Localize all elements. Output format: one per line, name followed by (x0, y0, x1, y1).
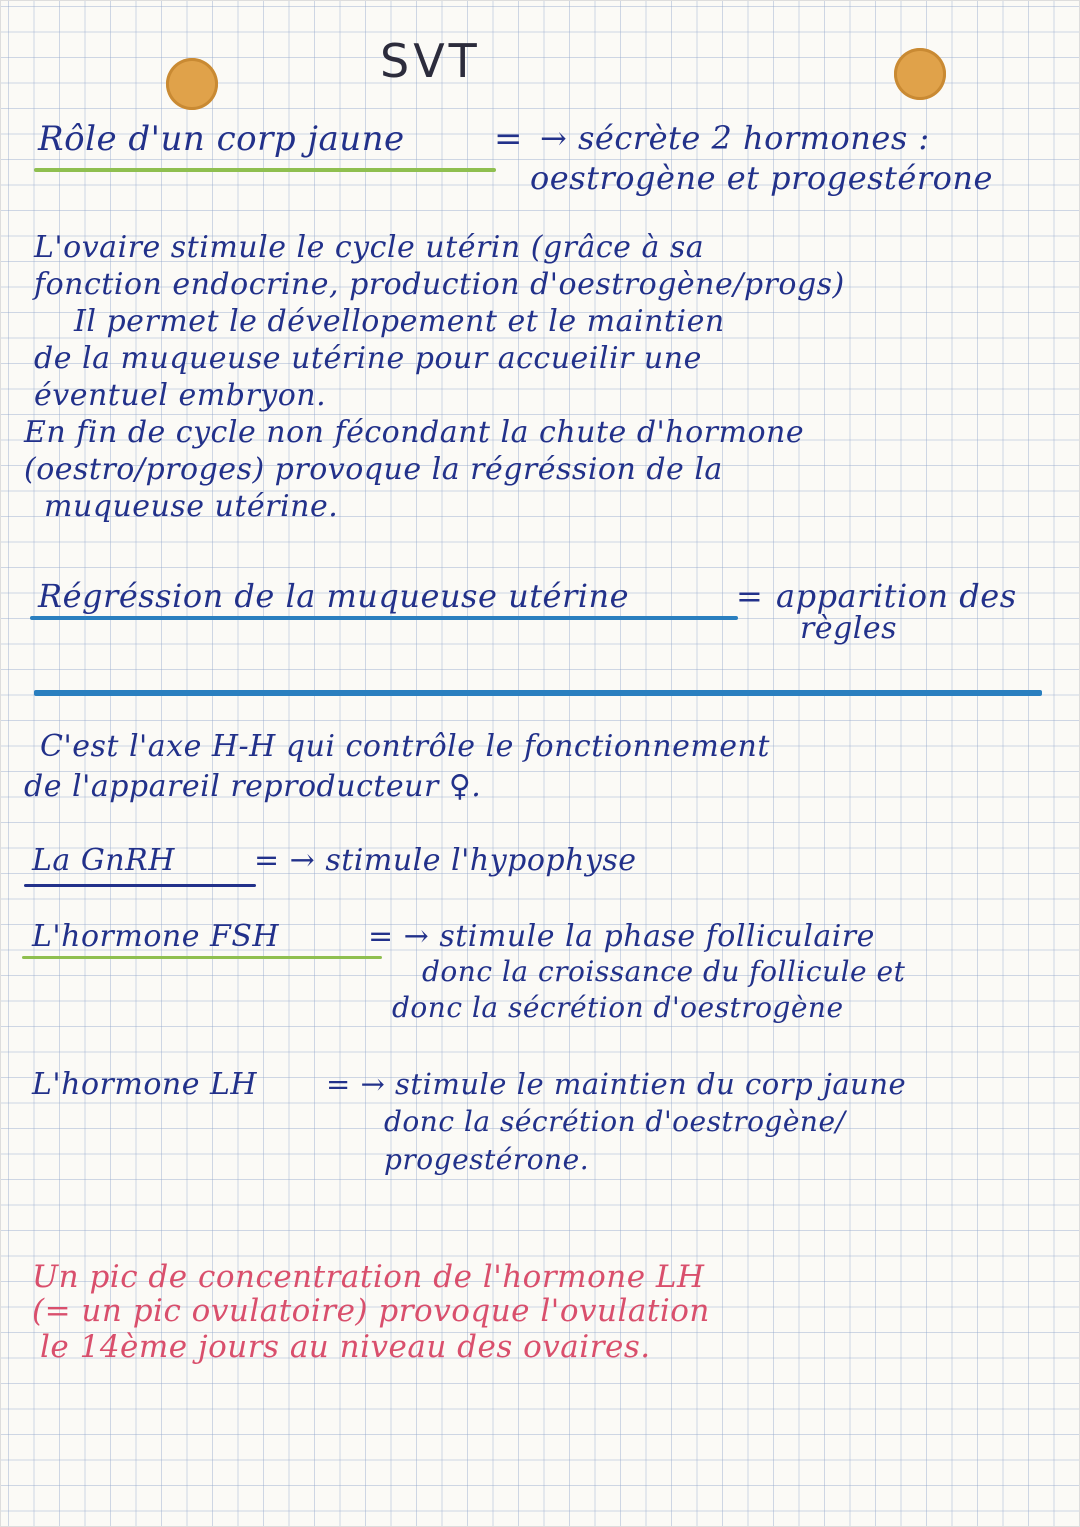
gnrh-def: = → stimule l'hypophyse (254, 843, 637, 878)
lh-def-line3: progestérone. (384, 1143, 590, 1176)
para2-line: de l'appareil reproducteur ♀. (24, 769, 482, 804)
para1-line: (oestro/proges) provoque la régréssion de la (24, 452, 723, 487)
heading-underline-blue (30, 616, 738, 620)
corps-jaune-def-line1: → sécrète 2 hormones : (540, 119, 930, 157)
punch-hole-right (894, 48, 946, 100)
equals-sign: = (494, 119, 523, 159)
para1-line: Il permet le dévellopement et le maintien (74, 304, 725, 339)
fsh-def-line2: donc la croissance du follicule et (422, 955, 906, 988)
para2-line: C'est l'axe H-H qui contrôle le fonctionnement (40, 729, 770, 764)
lh-def-line1: = → stimule le maintien du corp jaune (326, 1067, 907, 1101)
regression-def-line2: règles (800, 611, 898, 646)
page-title: SVT (380, 34, 481, 88)
fsh-def-line3: donc la sécrétion d'oestrogène (392, 991, 844, 1024)
conclusion-line: (= un pic ovulatoire) provoque l'ovulation (32, 1293, 710, 1329)
equals-sign: = (736, 577, 764, 615)
section-separator (34, 690, 1042, 696)
fsh-def-line1: = → stimule la phase folliculaire (368, 919, 875, 954)
corps-jaune-def-line2: oestrogène et progestérone (530, 159, 993, 197)
para1-line: de la muqueuse utérine pour accueilir une (34, 341, 702, 376)
heading-fsh: L'hormone FSH (32, 919, 280, 954)
para1-line: L'ovaire stimule le cycle utérin (grâce à sa (34, 230, 705, 265)
gnrh-underline (24, 884, 256, 887)
lh-def-line2: donc la sécrétion d'oestrogène/ (384, 1105, 846, 1138)
regression-def-line1: apparition des (776, 577, 1017, 615)
heading-lh: L'hormone LH (32, 1067, 258, 1102)
para1-line: fonction endocrine, production d'oestrogène/progs) (34, 267, 845, 302)
para1-line: muqueuse utérine. (44, 489, 339, 524)
para1-line: éventuel embryon. (34, 378, 327, 413)
punch-hole-left (166, 58, 218, 110)
heading-regression: Régréssion de la muqueuse utérine (38, 577, 630, 615)
conclusion-line: Un pic de concentration de l'hormone LH (32, 1259, 705, 1295)
heading-underline-green (34, 168, 496, 172)
heading-gnrh: La GnRH (32, 843, 175, 878)
fsh-underline (22, 956, 382, 959)
para1-line: En fin de cycle non fécondant la chute d'hormone (24, 415, 805, 450)
heading-corps-jaune: Rôle d'un corp jaune (38, 119, 405, 159)
conclusion-line: le 14ème jours au niveau des ovaires. (40, 1329, 651, 1365)
